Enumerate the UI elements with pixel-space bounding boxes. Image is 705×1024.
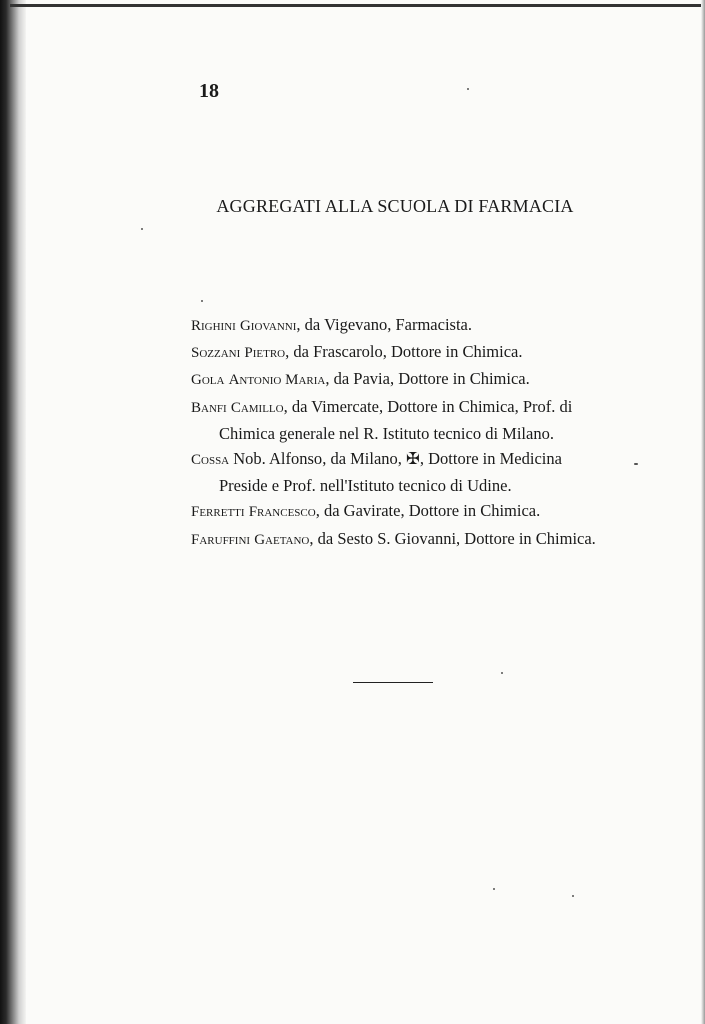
section-heading: AGGREGATI ALLA SCUOLA DI FARMACIA	[216, 196, 574, 216]
entry-given-name: Giovanni	[239, 318, 297, 334]
entry-details: , da Pavia, Dottore in Chimica.	[325, 369, 530, 389]
entry-details: , da Gavirate, Dottore in Chimica.	[315, 501, 541, 521]
print-speck	[141, 228, 143, 230]
entry-details: , da Milano, ✠, Dottore in Medicina Preside e Prof. nell'Istituto tecnico di Udine.	[219, 449, 562, 496]
entry-details: , da Frascarolo, Dottore in Chimica.	[285, 342, 523, 362]
entry-given-name: Antonio Maria	[228, 372, 326, 389]
print-speck	[201, 300, 203, 302]
entry-surname: Faruffini	[191, 531, 251, 548]
list-item	[191, 366, 611, 393]
list-item	[191, 498, 611, 525]
list-item	[191, 526, 611, 553]
print-speck	[493, 888, 495, 890]
page-number: 18	[199, 80, 219, 102]
print-speck	[634, 463, 638, 465]
list-item	[191, 312, 611, 339]
list-item	[191, 446, 611, 498]
entry-surname: Banfi	[191, 399, 227, 416]
book-spine-shadow	[0, 0, 26, 1024]
print-speck	[467, 88, 469, 90]
entry-surname: Righini	[191, 318, 236, 334]
entry-list	[191, 312, 611, 553]
entry-given-name: Gaetano	[254, 531, 310, 548]
entry-surname: Ferretti	[191, 504, 245, 521]
entry-given-name: Nob. Alfonso	[233, 449, 323, 469]
closing-rule	[353, 682, 433, 683]
list-item	[191, 394, 611, 446]
entry-surname: Gola	[191, 372, 225, 389]
list-item	[191, 339, 611, 366]
entry-given-name: Francesco	[248, 504, 316, 521]
print-speck	[501, 672, 503, 674]
entry-details: , da Vigevano, Farmacista.	[296, 315, 472, 334]
entry-given-name: Pietro	[244, 345, 286, 362]
entry-surname: Sozzani	[191, 345, 241, 362]
page-top-edge	[10, 4, 705, 7]
entry-details: , da Sesto S. Giovanni, Dottore in Chimica.	[309, 528, 596, 548]
page-right-edge	[701, 0, 705, 1024]
entry-details: , da Vimercate, Dottore in Chimica, Prof. di Chimica generale nel R. Istituto tecnico di Milano.	[219, 396, 573, 443]
entry-given-name: Camillo	[230, 399, 284, 416]
entry-surname: Cossa	[191, 452, 230, 469]
print-speck	[572, 895, 574, 897]
